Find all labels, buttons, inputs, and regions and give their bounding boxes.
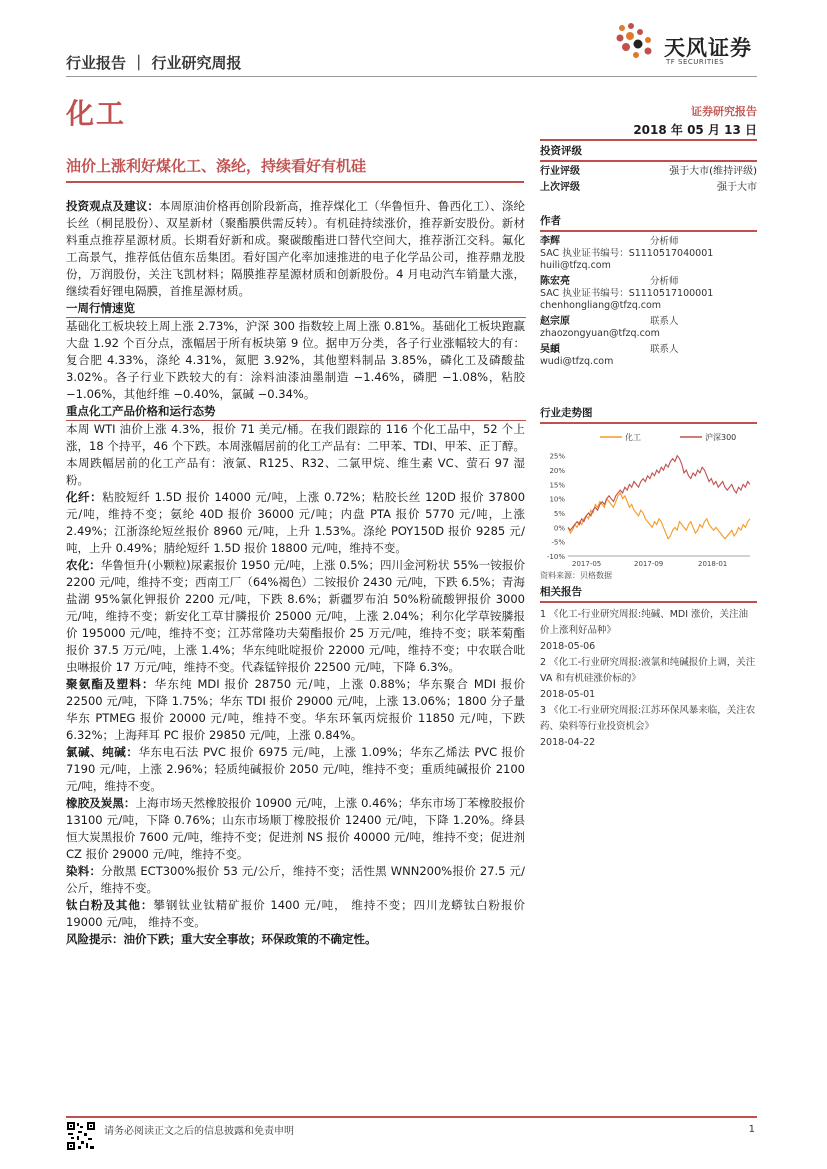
body-paragraph (66, 795, 525, 863)
y-tick-label: 20% (549, 467, 565, 476)
related-report-title: 2 《化工-行业研究周报:液氯和纯碱报价上调，关注 VA 和有机硅涨价标的》 (540, 657, 756, 684)
related-section (540, 584, 757, 751)
industry-title: 化工 (66, 97, 127, 130)
paragraph-lead: 染料： (66, 864, 102, 878)
qr-code-icon (66, 1121, 96, 1151)
author-card (540, 276, 757, 312)
author-email: huili@tfzq.com (540, 260, 611, 271)
paragraph-lead: 农化： (66, 558, 101, 572)
author-role: 联系人 (650, 316, 679, 327)
paragraph-text: 分散黑 ECT300%报价 53 元/公斤，维持不变；活性黑 WNN200%报价 27.5 元/公斤，维持不变。 (66, 864, 525, 895)
author-name: 吴頔 (540, 344, 560, 355)
author-sac: SAC 执业证书编号：S1110517040001 (540, 248, 714, 259)
paragraph-text: 华东纯 MDI 报价 28750 元/吨，上涨 0.88%；华东聚合 MDI 报价 22500 元/吨，下降 1.75%；华东 TDI 报价 29000 元/吨，上涨 13.06%；1800 分子量华东 PTMEG 报价 20000 元/吨，维持不变。华东环氧丙烷报价 11850 元/吨，下跌 6.32%；上海拜耳 PC 报价 29850 元/吨，上涨 0.84%。 (66, 677, 526, 742)
paragraph-text: 上海市场天然橡胶报价 10900 元/吨，上涨 0.46%；华东市场丁苯橡胶报价 13100 元/吨，下降 0.76%；山东市场顺丁橡胶报价 12400 元/吨，下降 1.20%。绛县恒大炭黑报价 7600 元/吨，维持不变；促进剂 NS 报价 40000 元/吨，维持不变；促进剂 CZ 报价 29000 元/吨，维持不变。 (66, 796, 525, 861)
authors-heading: 作者 (540, 213, 757, 232)
x-tick-label: 2018-01 (698, 560, 728, 568)
paragraph-text: 本周 WTI 油价上涨 4.3%，报价 71 美元/桶。在我们跟踪的 116 个化工品中，52 个上涨，18 个持平，46 个下跌。本周涨幅居前的化工产品有：二甲苯、TDI、甲苯、正丁醇。本周跌幅居前的化工产品有：液氯、R125、R32、二氯甲烷、维生素 VC、萤石 97 湿粉。 (66, 422, 525, 487)
paragraph-lead: 氯碱、纯碱： (66, 745, 139, 759)
footer-disclaimer: 请务必阅读正文之后的信息披露和免责申明 (104, 1126, 294, 1137)
brand-logo-icon (612, 20, 660, 60)
related-report-title: 1 《化工-行业研究周报:纯碱、MDI 涨价，关注油价上涨利好品种》 (540, 609, 749, 636)
paragraph-lead: 橡胶及炭黑： (66, 796, 136, 810)
author-name-row (540, 344, 757, 356)
related-list (540, 607, 757, 751)
y-tick-label: 10% (549, 495, 565, 504)
paragraph-text: 本周原油价格再创阶段新高，推荐煤化工（华鲁恒升、鲁西化工）、涤纶长丝（桐昆股份）、双星新材（聚酯膜供需反转）。有机硅持续涨价，推荐新安股份。新材料重点推荐星源材质。长期看好新和成。聚碳酸酯进口替代空间大，推荐浙江交科。氟化工高景气，推荐低估值东岳集团。看好国产化率加速推进的电子化学品公司，推荐鼎龙股份，万润股份，关注飞凯材料；隔膜推荐星源材质和创新股份。4 月电动汽车销量大涨，继续看好锂电隔膜，首推星源材质。 (66, 199, 526, 298)
trend-chart (540, 428, 757, 568)
related-report-date: 2018-04-22 (540, 737, 596, 748)
report-type: 行业报告 ｜ 行业研究周报 (66, 54, 242, 72)
author-name: 李辉 (540, 236, 560, 247)
paragraph-lead: 化纤： (66, 490, 103, 504)
author-email: wudi@tfzq.com (540, 356, 614, 367)
x-tick-label: 2017-09 (634, 560, 664, 568)
body-paragraph (66, 198, 525, 300)
paragraph-text: 油价下跌；重大安全事故；环保政策的不确定性。 (123, 932, 377, 946)
trend-heading: 行业走势图 (540, 405, 757, 424)
author-name-row (540, 316, 757, 328)
document-kind: 证券研究报告 (691, 105, 757, 118)
paragraph-text: 基础化工板块较上周上涨 2.73%，沪深 300 指数较上周上涨 0.81%。基础化工板块跑赢大盘 1.92 个百分点，涨幅居于所有板块第 9 位。据申万分类，各子行业涨幅较大的有：复合肥 4.33%，涤纶 4.31%，氮肥 3.92%，其他塑料制品 3.85%，磷化工及磷酸盐 3.02%。各子行业下跌较大的有：涂料油漆油墨制造 −1.46%，磷肥 −1.08%，粘胶 −1.06%，其他纤维 −0.40%，氯碱 −0.34%。 (66, 319, 525, 401)
paragraph-lead: 风险提示： (66, 932, 124, 946)
rating-rows (540, 164, 757, 196)
related-report-date: 2018-05-01 (540, 689, 596, 700)
report-date: 2018 年 05 月 13 日 (633, 123, 757, 137)
author-role: 分析师 (650, 236, 679, 247)
author-card (540, 344, 757, 368)
paragraph-lead: 聚氨酯及塑料： (66, 677, 155, 691)
related-report-item (540, 703, 757, 751)
related-report-item (540, 607, 757, 655)
body-paragraph (66, 897, 525, 931)
section-title: 一周行情速览 (66, 300, 526, 318)
legend-label: 沪深300 (705, 433, 737, 442)
body-paragraph (66, 744, 525, 795)
author-role: 联系人 (650, 344, 679, 355)
headline-divider (66, 181, 524, 183)
related-report-item (540, 655, 757, 703)
paragraph-text: 华东电石法 PVC 报价 6975 元/吨，上涨 1.09%；华东乙烯法 PVC 报价 7190 元/吨，上涨 2.96%；轻质纯碱报价 2050 元/吨，维持不变；重质纯碱报价 2100 元/吨，维持不变。 (66, 745, 525, 793)
legend-label: 化工 (625, 433, 641, 442)
body-paragraph (66, 557, 525, 676)
rating-value: 强于大市 (717, 182, 757, 193)
brand-name-en: TF SECURITIES (666, 58, 725, 66)
y-tick-label: -5% (551, 538, 565, 547)
x-tick-label: 2017-05 (572, 560, 602, 568)
y-tick-label: 5% (553, 510, 565, 519)
body-paragraph (66, 676, 525, 744)
paragraph-lead: 投资观点及建议： (66, 199, 159, 213)
page-number: 1 (748, 1124, 755, 1135)
author-name-row (540, 236, 757, 248)
author-email: zhaozongyuan@tfzq.com (540, 328, 660, 339)
author-card (540, 236, 757, 272)
trend-section (540, 405, 757, 581)
y-tick-label: 0% (553, 524, 565, 533)
paragraph-lead: 钛白粉及其他： (66, 898, 154, 912)
related-heading: 相关报告 (540, 584, 757, 603)
related-report-date: 2018-05-06 (540, 641, 596, 652)
header-divider (66, 76, 757, 77)
related-report-title: 3 《化工-行业研究周报:江苏环保风暴来临，关注农药、染料等行业投资机会》 (540, 705, 756, 732)
y-tick-label: -10% (546, 553, 565, 561)
authors-section (540, 213, 757, 372)
author-list (540, 236, 757, 368)
body-paragraph (66, 403, 525, 489)
author-role: 分析师 (650, 276, 679, 287)
chart-source: 资料来源：贝格数据 (540, 571, 612, 580)
body-paragraph (66, 489, 525, 557)
brand-name: 天风证券 (664, 36, 752, 60)
rating-label: 行业评级 (540, 166, 580, 177)
paragraph-text: 粘胶短纤 1.5D 报价 14000 元/吨，上涨 0.72%；粘胶长丝 120D 报价 37800 元/吨，维持不变；氨纶 40D 报价 36000 元/吨；内盘 PTA 报价 5770 元/吨，上涨 2.49%；江浙涤纶短丝报价 8960 元/吨，上升 1.53%。涤纶 POY150D 报价 9285 元/吨，上升 0.49%；腈纶短纤 1.5D 报价 18800 元/吨，维持不变。 (66, 490, 526, 555)
report-headline: 油价上涨利好煤化工、涤纶，持续看好有机硅 (66, 157, 367, 175)
body-paragraph (66, 300, 525, 403)
paragraph-text: 华鲁恒升(小颗粒)尿素报价 1950 元/吨，上涨 0.5%；四川金河粉状 55%一铵报价 2200 元/吨，维持不变；西南工厂（64%褐色）二铵报价 2430 元/吨，下跌 6.5%；青海盐湖 95%氯化钾报价 2200 元/吨，下跌 8.6%；新疆罗布泊 50%粉硫酸钾报价 3000 元/吨，维持不变；新安化工草甘膦报价 25000 元/吨，上涨 2.04%；利尔化学草铵膦报价 195000 元/吨，维持不变；江苏常隆功夫菊酯报价 25 万元/吨，维持不变；联苯菊酯报价 37.5 万元/吨，上涨 1.4%；华东纯吡啶报价 22000 元/吨，维持不变；中农联合吡虫啉报价 17 万元/吨，维持不变。代森锰锌报价 22500 元/吨，下降 6.3%。 (66, 558, 525, 674)
main-body (66, 198, 525, 948)
author-name-row (540, 276, 757, 288)
footer-divider (66, 1116, 757, 1118)
section-title: 重点化工产品价格和运行态势 (66, 403, 526, 421)
y-tick-label: 25% (549, 452, 565, 461)
body-paragraph (66, 931, 525, 948)
paragraph-text: 攀钢钛业钛精矿报价 1400 元/吨， 维持不变；四川龙蟒钛白粉报价 19000 元/吨， 维持不变。 (66, 898, 526, 929)
author-name: 陈宏亮 (540, 276, 570, 287)
body-paragraph (66, 863, 525, 897)
rating-section (540, 139, 757, 196)
rating-row (540, 180, 757, 196)
series-line (568, 493, 750, 539)
rating-label: 上次评级 (540, 182, 580, 193)
author-name: 赵宗原 (540, 316, 570, 327)
author-card (540, 316, 757, 340)
rating-heading: 投资评级 (540, 139, 757, 162)
rating-value: 强于大市(维持评级) (669, 166, 757, 177)
author-sac: SAC 执业证书编号：S1110517100001 (540, 288, 714, 299)
y-tick-label: 15% (549, 481, 565, 490)
rating-row (540, 164, 757, 180)
author-email: chenhongliang@tfzq.com (540, 300, 662, 311)
